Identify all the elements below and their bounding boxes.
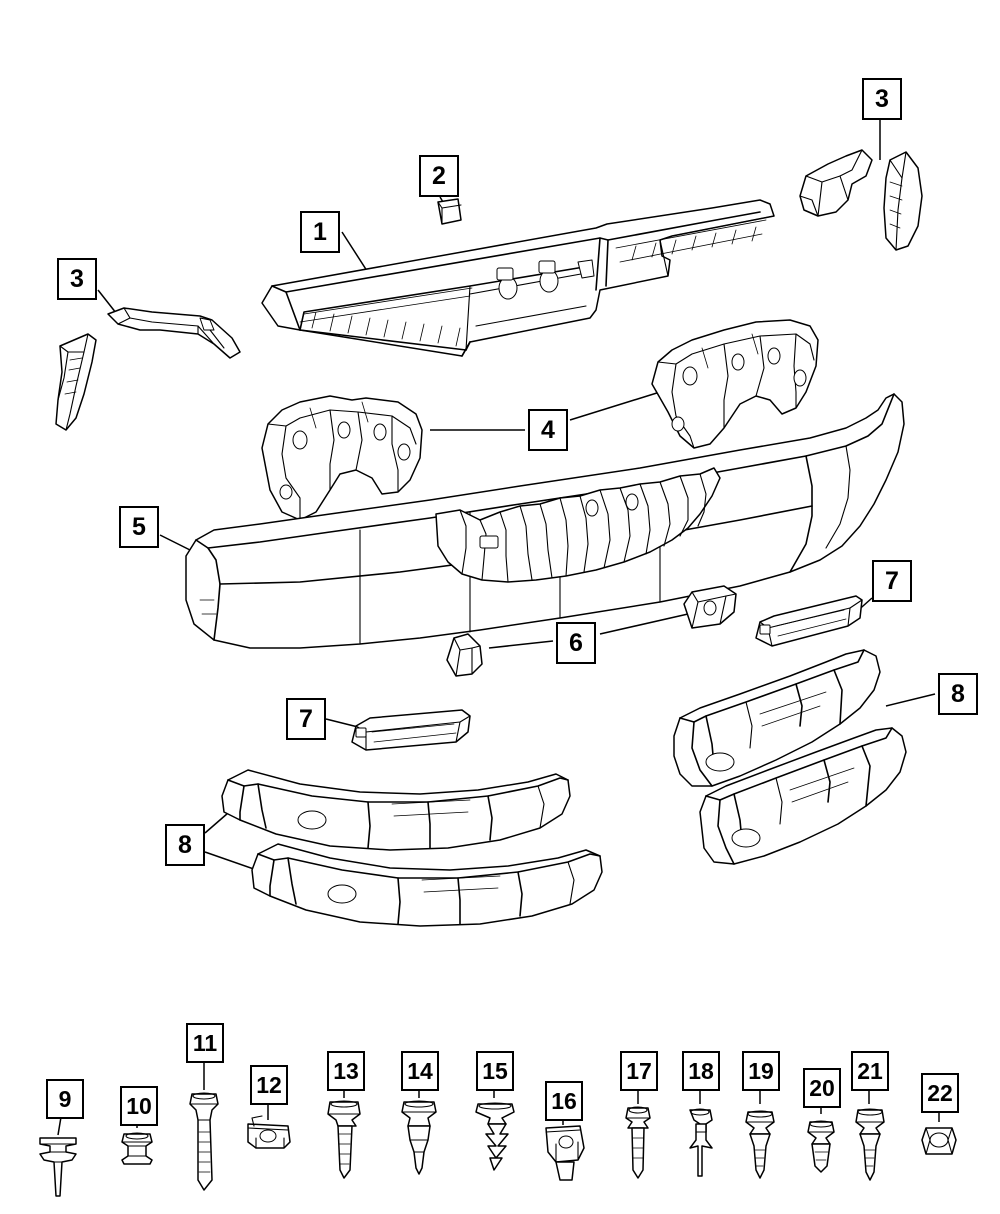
part-plastic-rivet <box>402 1101 436 1174</box>
part-long-hex-bolt <box>190 1093 218 1190</box>
part-fascia-support-bracket-left <box>447 634 482 676</box>
callout-19[interactable] <box>742 1051 780 1091</box>
part-bumper-mounting-bracket-left <box>262 396 422 520</box>
callout-17-label: 17 <box>626 1057 652 1084</box>
callout-16[interactable] <box>545 1081 583 1121</box>
callout-22[interactable] <box>921 1073 959 1113</box>
callout-5[interactable] <box>119 506 159 548</box>
callout-1[interactable] <box>300 211 340 253</box>
callout-9-label: 9 <box>58 1085 72 1112</box>
callout-11[interactable] <box>186 1023 224 1063</box>
callout-3-left-label: 3 <box>70 264 84 293</box>
callout-13-label: 13 <box>333 1057 359 1084</box>
callout-13[interactable] <box>327 1051 365 1091</box>
part-hex-head-bolt <box>856 1109 884 1180</box>
callout-7-left[interactable] <box>286 698 326 740</box>
callout-5-label: 5 <box>132 512 146 541</box>
part-block-nut-retainer <box>546 1126 584 1180</box>
callout-7-left-label: 7 <box>299 704 313 733</box>
callout-22-label: 22 <box>927 1079 953 1106</box>
part-flange-bolt-short <box>808 1121 834 1172</box>
callout-6-label: 6 <box>569 628 583 657</box>
callout-11-label: 11 <box>192 1029 218 1056</box>
callout-3-left[interactable] <box>57 258 97 300</box>
callout-6[interactable] <box>556 622 596 664</box>
callout-19-label: 19 <box>748 1057 774 1084</box>
part-flange-nut <box>122 1133 152 1164</box>
part-push-pin-retainer <box>40 1138 76 1196</box>
callout-7-right[interactable] <box>872 560 912 602</box>
part-arrow-clip <box>690 1109 712 1176</box>
part-u-nut-clip <box>248 1116 290 1148</box>
part-reinforcement-bar-left <box>352 710 470 750</box>
callout-3-right-label: 3 <box>875 84 889 113</box>
callout-12[interactable] <box>250 1065 288 1105</box>
callout-14[interactable] <box>401 1051 439 1091</box>
callout-20-label: 20 <box>809 1074 835 1101</box>
callout-8-right[interactable] <box>938 673 978 715</box>
callout-2[interactable] <box>419 155 459 197</box>
callout-9[interactable] <box>46 1079 84 1119</box>
part-step-pad-left-upper <box>222 770 570 850</box>
callout-4-label: 4 <box>541 415 555 444</box>
callout-2-label: 2 <box>432 161 446 190</box>
part-hex-flange-screw <box>328 1101 360 1178</box>
part-step-pad-left-lower <box>252 844 602 926</box>
part-christmas-tree-clip <box>476 1103 514 1170</box>
callout-18[interactable] <box>682 1051 720 1091</box>
callout-1-label: 1 <box>313 217 327 246</box>
leader-7b <box>326 719 358 727</box>
callout-8-right-label: 8 <box>951 679 965 708</box>
part-bumper-end-cap-right <box>800 150 922 250</box>
callout-8-left[interactable] <box>165 824 205 866</box>
callout-4[interactable] <box>528 409 568 451</box>
part-reinforcement-bar-right <box>756 596 862 646</box>
leader-6b <box>600 614 688 634</box>
callout-3-right[interactable] <box>862 78 902 120</box>
callout-12-label: 12 <box>256 1071 282 1098</box>
callout-21-label: 21 <box>857 1057 883 1084</box>
part-hex-nut <box>922 1128 956 1154</box>
callout-16-label: 16 <box>551 1087 577 1114</box>
callout-8-left-label: 8 <box>178 830 192 859</box>
part-fascia-support-bracket-right <box>684 586 736 628</box>
part-bumper-cap-plug <box>438 199 461 224</box>
callout-10-label: 10 <box>126 1092 152 1119</box>
leader-8a <box>886 694 935 706</box>
callout-10[interactable] <box>120 1086 158 1126</box>
callout-14-label: 14 <box>407 1057 433 1084</box>
callout-15-label: 15 <box>482 1057 508 1084</box>
callout-7-right-label: 7 <box>885 566 899 595</box>
part-bumper-mounting-bracket-right <box>652 320 818 448</box>
part-screw-with-washer <box>626 1107 650 1178</box>
leader-4b <box>570 392 660 420</box>
callout-20[interactable] <box>803 1068 841 1108</box>
part-bumper-end-cap-left <box>56 308 240 430</box>
callout-17[interactable] <box>620 1051 658 1091</box>
callout-15[interactable] <box>476 1051 514 1091</box>
part-round-head-bolt <box>746 1111 774 1178</box>
callout-18-label: 18 <box>688 1057 714 1084</box>
callout-21[interactable] <box>851 1051 889 1091</box>
leader-6a <box>489 641 553 648</box>
